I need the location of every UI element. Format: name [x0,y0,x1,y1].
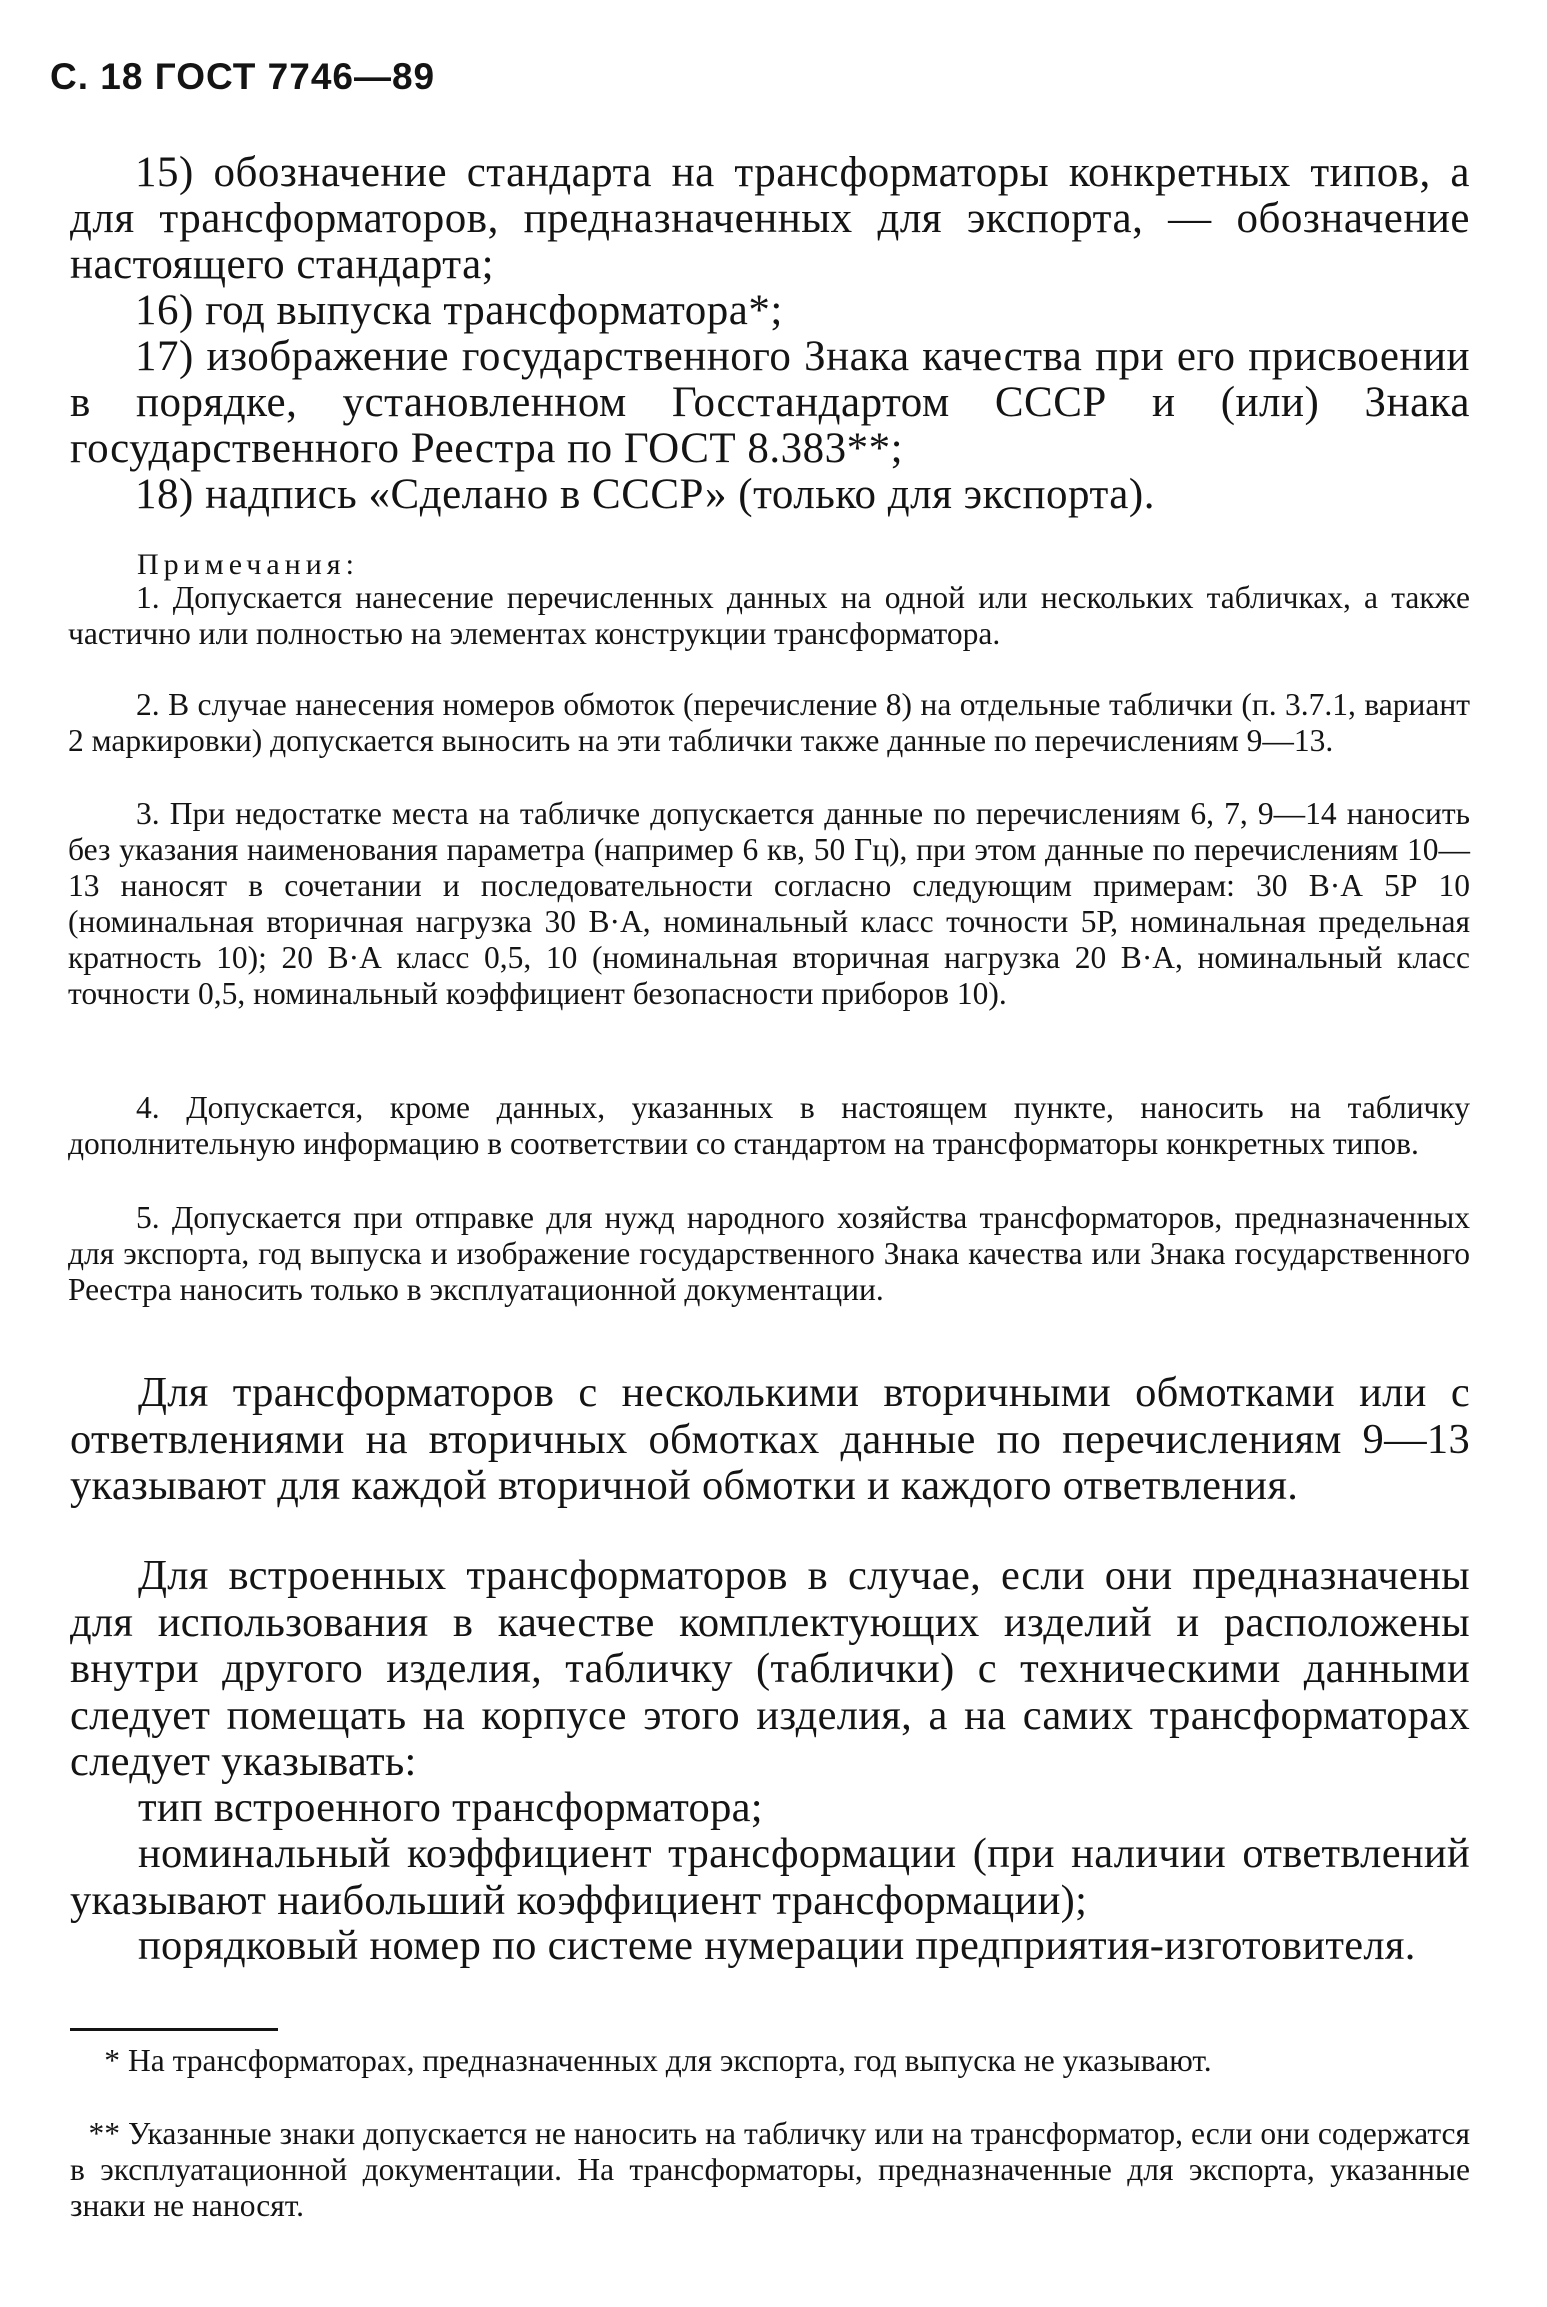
list-item-15: 15) обозначение стандарта на трансформаторы конкретных типов, а для трансформаторов, предназначенных для экспорта, — обозначение настоящего стандарта; [70,149,1470,288]
paragraph-secondary-windings: Для трансформаторов с несколькими вторичными обмотками или с ответвлениями на вторичных обмотках данные по перечислениям 9—13 указывают для каждой вторичной обмотки и каждого ответвления. [70,1369,1470,1509]
note-3: 3. При недостатке места на табличке допускается данные по перечислениям 6, 7, 9—14 наносить без указания наименования параметра (например 6 кв, 50 Гц), при этом данные по перечислениям 10—13 наносят в сочетании и последовательности согласно следующим примерам: 30 В·А 5Р 10 (номинальная вторичная нагрузка 30 В·А, номинальный класс точности 5Р, номинальная предельная кратность 10); 20 В·А класс 0,5, 10 (номинальная вторичная нагрузка 20 В·А, номинальный класс точности 0,5, номинальный коэффициент безопасности приборов 10). [68,796,1470,1011]
footnote-text: Указанные знаки допускается не наносить на табличку или на трансформатор, если они содержатся в эксплуатационной документации. На трансформаторы, предназначенные для экспорта, указанные знаки не наносят. [70,2116,1470,2223]
note-2: 2. В случае нанесения номеров обмоток (перечисление 8) на отдельные таблички (п. 3.7.1, вариант 2 маркировки) допускается выносить на эти таблички также данные по перечислениям 9—13. [68,687,1470,758]
footnote-text: На трансформаторах, предназначенных для экспорта, год выпуска не указывают. [128,2043,1212,2078]
note-4: 4. Допускается, кроме данных, указанных в настоящем пункте, наносить на табличку дополнительную информацию в соответствии со стандартом на трансформаторы конкретных типов. [68,1090,1470,1161]
paragraph-type: тип встроенного трансформатора; [138,1784,763,1831]
paragraph-ratio: номинальный коэффициент трансформации (при наличии ответвлений указывают наибольший коэффициент трансформации); [70,1830,1470,1924]
footnote-2 [70,2116,1470,2224]
paragraph-built-in: Для встроенных трансформаторов в случае, если они предназначены для использования в качестве комплектующих изделий и расположены внутри другого изделия, табличку (таблички) с техническими данными следует помещать на корпусе этого изделия, а на самих трансформаторах следует указывать: [70,1552,1470,1785]
paragraph-serial-number: порядковый номер по системе нумерации предприятия-изготовителя. [138,1922,1416,1969]
footnote-mark: * [104,2043,120,2078]
list-item-16: 16) год выпуска трансформатора*; [135,287,783,334]
footnote-divider [70,2028,278,2031]
page-header: С. 18 ГОСТ 7746—89 [50,56,436,97]
list-item-17: 17) изображение государственного Знака качества при его присвоении в порядке, установленном Госстандартом СССР и (или) Знака государственного Реестра по ГОСТ 8.383**; [70,333,1470,472]
footnote-mark: ** [88,2116,120,2151]
list-item-18: 18) надпись «Сделано в СССР» (только для экспорта). [135,471,1155,518]
notes-title: Примечания: [137,548,359,581]
note-1: 1. Допускается нанесение перечисленных данных на одной или нескольких табличках, а также частично или полностью на элементах конструкции трансформатора. [68,580,1470,651]
note-5: 5. Допускается при отправке для нужд народного хозяйства трансформаторов, предназначенных для экспорта, год выпуска и изображение государственного Знака качества или Знака государственного Реестра наносить только в эксплуатационной документации. [68,1200,1470,1307]
footnote-1 [70,2043,1470,2079]
